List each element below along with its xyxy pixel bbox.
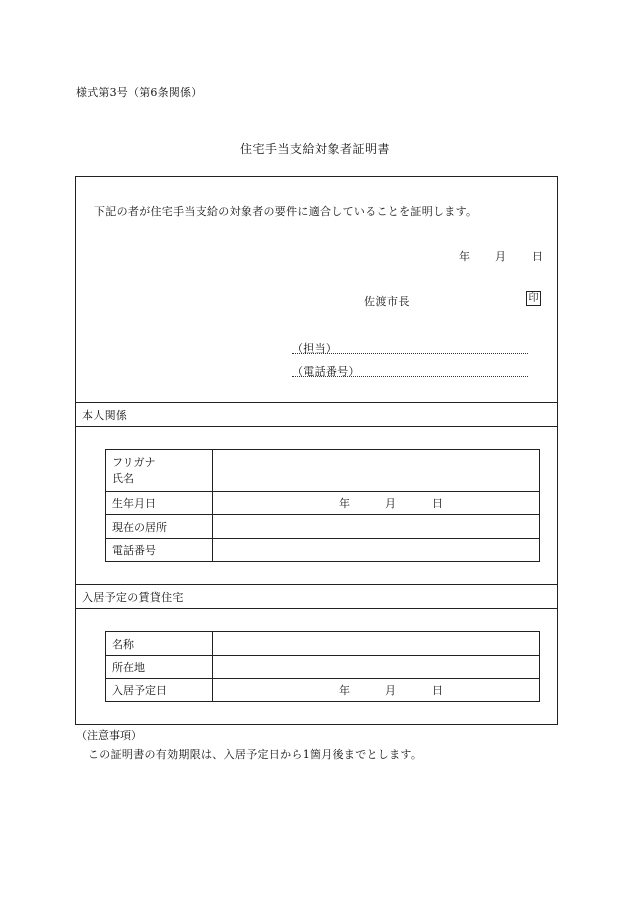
month-label: 月 <box>495 250 506 263</box>
month-label: 月 <box>385 497 396 510</box>
day-label: 日 <box>532 250 543 263</box>
year-label: 年 <box>459 250 470 263</box>
divider <box>76 584 557 585</box>
document-title: 住宅手当支給対象者証明書 <box>239 142 390 156</box>
seal-mark: 印 <box>526 291 541 306</box>
divider <box>76 402 557 403</box>
notes-title: （注意事項） <box>76 729 142 742</box>
notes-body: この証明書の有効期限は、入居予定日から1箇月後までとします。 <box>88 748 423 761</box>
contact-person-field[interactable]: （担当） <box>292 340 528 354</box>
furigana-label: フリガナ <box>112 455 156 469</box>
form-number: 様式第3号（第6条関係） <box>76 86 203 99</box>
move-in-date-label: 入居予定日 <box>106 679 213 702</box>
contact-phone-field[interactable]: （電話番号） <box>292 363 528 377</box>
housing-location-field[interactable] <box>213 656 540 679</box>
day-label: 日 <box>432 684 443 697</box>
table-row <box>106 656 540 679</box>
table-row <box>106 679 540 702</box>
mayor-title: 佐渡市長 <box>364 295 410 308</box>
name-field[interactable] <box>213 450 540 492</box>
year-label: 年 <box>339 497 350 510</box>
housing-section-heading: 入居予定の賃貸住宅 <box>82 591 184 604</box>
phone-field[interactable] <box>213 539 540 562</box>
divider <box>76 608 557 609</box>
year-label: 年 <box>339 684 350 697</box>
move-in-date-field[interactable] <box>213 679 540 702</box>
phone-label: 電話番号 <box>106 539 213 562</box>
birthdate-label: 生年月日 <box>106 492 213 515</box>
address-field[interactable] <box>213 515 540 539</box>
day-label: 日 <box>432 497 443 510</box>
housing-name-field[interactable] <box>213 632 540 656</box>
name-label: 氏名 <box>112 471 134 485</box>
table-row <box>106 515 540 539</box>
address-label: 現在の居所 <box>106 515 213 539</box>
person-info-table <box>105 449 540 562</box>
divider <box>76 426 557 427</box>
housing-location-label: 所在地 <box>106 656 213 679</box>
name-label-cell <box>106 450 213 492</box>
table-row <box>106 632 540 656</box>
certification-statement: 下記の者が住宅手当支給の対象者の要件に適合していることを証明します。 <box>94 205 478 218</box>
table-row <box>106 539 540 562</box>
table-row <box>106 492 540 515</box>
certificate-frame <box>75 176 558 725</box>
birthdate-field[interactable] <box>213 492 540 515</box>
table-row <box>106 450 540 492</box>
person-section-heading: 本人関係 <box>82 409 128 422</box>
housing-info-table <box>105 631 540 702</box>
month-label: 月 <box>385 684 396 697</box>
housing-name-label: 名称 <box>106 632 213 656</box>
